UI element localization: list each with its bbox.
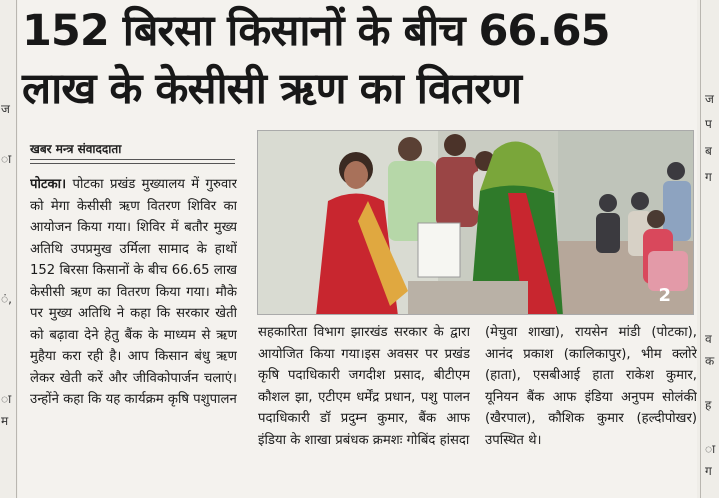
article-column-1 [30, 174, 237, 494]
neighbour-glyph: व [705, 332, 712, 346]
article-text-1: पोटका प्रखंड मुख्यालय में गुरुवार को मेगा केसीसी ऋण वितरण शिविर का आयोजन किया गया। शिविर में बतौर मुख्य अतिथि उपप्रमुख उर्मिला सामाद के हाथों 152 बिरसा किसानों के बीच 66.65 लाख केसीसी ऋण का वितरण किया गया। मौके पर मुख्य अतिथि ने कहा कि सरकार खेती को बढ़ावा देने हेतु बैंक के माध्यम से ऋण मुहैया करा रही है। आप किसान बंधु ऋण लेकर खेती करें और जीविकोपार्जन चलाएं। उन्होंने कहा कि यह कार्यक्रम कृषि पशुपालन [30, 177, 237, 407]
neighbour-glyph: ज [705, 92, 714, 106]
headline-line-1: 152 बिरसा किसानों के बीच 66.65 [22, 6, 610, 56]
neighbour-glyph: ग [705, 170, 712, 184]
left-neighbour-column [0, 0, 18, 498]
neighbour-glyph: ा [1, 152, 12, 166]
neighbour-glyph: ब [705, 144, 712, 158]
photo-illustration [258, 131, 694, 315]
right-neighbour-column [697, 0, 719, 498]
headline [22, 2, 697, 118]
headline-line-2: लाख के केसीसी ऋण का वितरण [22, 64, 521, 114]
neighbour-glyph: प [705, 117, 712, 131]
byline: खबर मन्त्र संवाददाता [30, 140, 235, 160]
neighbour-glyph: ा [705, 442, 716, 456]
news-photo [257, 130, 694, 315]
neighbour-glyph: ा [1, 392, 12, 406]
article-column-2: सहकारिता विभाग झारखंड सरकार के द्वारा आयोजित किया गया।इस अवसर पर प्रखंड कृषि पदाधिकारी जगदीश प्रसाद, बीटीएम कौशल झा, एटीएम धर्मेंद्र प्रधान, पशु पालन पदाधिकारी डॉ प्रदुम्न कुमार, बैंक आफ इंडिया के शाखा प्रबंधक क्रमशः गोबिंद हांसदा [258, 325, 470, 448]
neighbour-glyph: ं, [1, 292, 12, 306]
column-rule [16, 0, 17, 498]
byline-rule [30, 163, 235, 164]
photo-number: 2 [658, 285, 671, 306]
column-rule [700, 0, 701, 498]
neighbour-glyph: म [1, 414, 9, 428]
neighbour-glyph: ह [705, 398, 712, 412]
neighbour-glyph: ज [1, 102, 10, 116]
neighbour-glyph: क [705, 354, 715, 368]
article-column-3: (मेचुवा शाखा), रायसेन मांडी (पोटका), आनंद प्रकाश (कालिकापुर), भीम क्लोरे (हाता), एसबीआई हाता राकेश कुमार, यूनियन बैंक आफ इंडिया अनुपम सोलंकी (खैरपाल), कौशिक कुमार (हल्दीपोखर) उपस्थित थे। [485, 325, 697, 448]
neighbour-glyph: ग [705, 464, 712, 478]
dateline: पोटका। [30, 177, 67, 192]
